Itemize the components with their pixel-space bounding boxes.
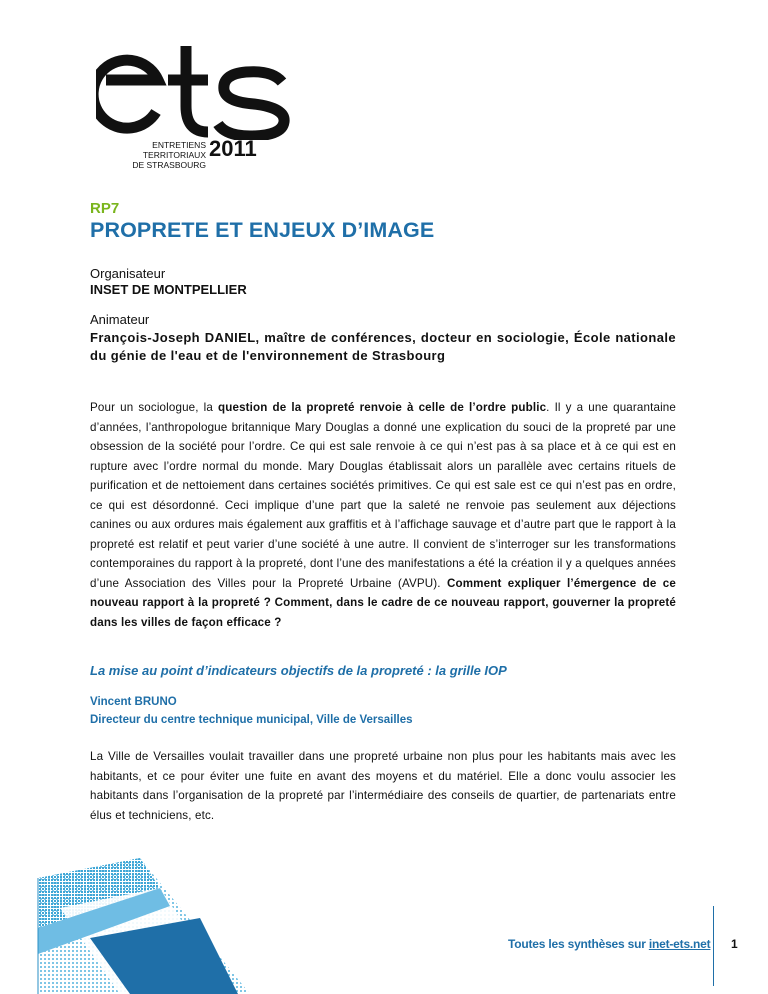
footer-divider xyxy=(713,906,714,986)
section-title: La mise au point d’indicateurs objectifs de la propreté : la grille IOP xyxy=(90,663,507,678)
footer-label: Toutes les synthèses sur xyxy=(508,937,649,951)
ets-logo xyxy=(96,40,296,170)
footer-link[interactable]: inet-ets.net xyxy=(648,937,711,951)
logo-year: 2011 xyxy=(209,136,257,161)
animateur-value: François-Joseph DANIEL, maître de conférences, docteur en sociologie, École nationale du génie de l'eau et de l'environnement de Strasbourg xyxy=(90,330,676,363)
speaker-name: Vincent BRUNO xyxy=(90,696,177,708)
intro-bold-1: question de la propreté renvoie à celle de l’ordre public xyxy=(218,401,547,414)
organisateur-label: Organisateur xyxy=(90,266,166,281)
animateur-label: Animateur xyxy=(90,312,150,327)
session-code: RP7 xyxy=(90,200,120,217)
organisateur-value: INSET DE MONTPELLIER xyxy=(90,282,247,297)
intro-bold-2: Comment expliquer l’émergence de ce nouveau rapport à la propreté ? Comment, dans le cadre de ce nouveau rapport, gouverner la propreté dans les villes de façon efficace ? xyxy=(90,576,676,629)
page-number: 1 xyxy=(731,937,738,951)
decorative-graphic xyxy=(0,858,300,994)
body-paragraph: La Ville de Versailles voulait travailler dans une propreté urbaine non plus pour les habitants mais avec les habitants, et ce pour éviter une fuite en avant des moyens et du matériel. Elle a donc voulu associer les habitants dans l’organisation de la propreté par l’intermédiaire des conseils de quartier, de partenariats entre élus et techniciens, etc. xyxy=(90,750,676,822)
intro-paragraph xyxy=(90,398,676,632)
speaker-role: Directeur du centre technique municipal, Ville de Versailles xyxy=(90,714,413,726)
footer-text xyxy=(508,937,710,951)
page-title: PROPRETE ET ENJEUX D’IMAGE xyxy=(90,218,435,242)
logo-subtitle xyxy=(96,140,206,170)
logo-subtitle-line2: DE STRASBOURG xyxy=(132,160,206,170)
ets-logo-letters xyxy=(96,40,296,140)
intro-text-2: . Il y a une quarantaine d’années, l’anthropologue britannique Mary Douglas a donné une explication du souci de la propreté par une obsession de la société pour l’ordre. Ce qui est sale renvoie à ce qui n’est pas à sa place et à ce qui est en rupture avec l’ordre normal du monde. Mary Douglas établissait alors un parallèle avec certains rituels de purification et de nettoiement dans certaines sociétés primitives. Ce qui est sale est ce qui n’est pas en ordre, ce qui est désordonné. Ceci implique d’une part que la saleté ne renvoie pas seulement aux déjections canines ou aux ordures mais également aux graffitis et à l’affichage sauvage et d’autre part que le rapport à la propreté est relatif et peut varier d’une société à une autre. Il convient de s’interroger sur les transformations contemporaines du rapport à la propreté, dont l’une des manifestations a été la création il y a quelques années d’une Association des Villes pour la Propreté Urbaine (AVPU). xyxy=(90,401,676,590)
intro-text-1: Pour un sociologue, la xyxy=(90,401,219,414)
logo-subtitle-line1: ENTRETIENS TERRITORIAUX xyxy=(142,140,206,160)
